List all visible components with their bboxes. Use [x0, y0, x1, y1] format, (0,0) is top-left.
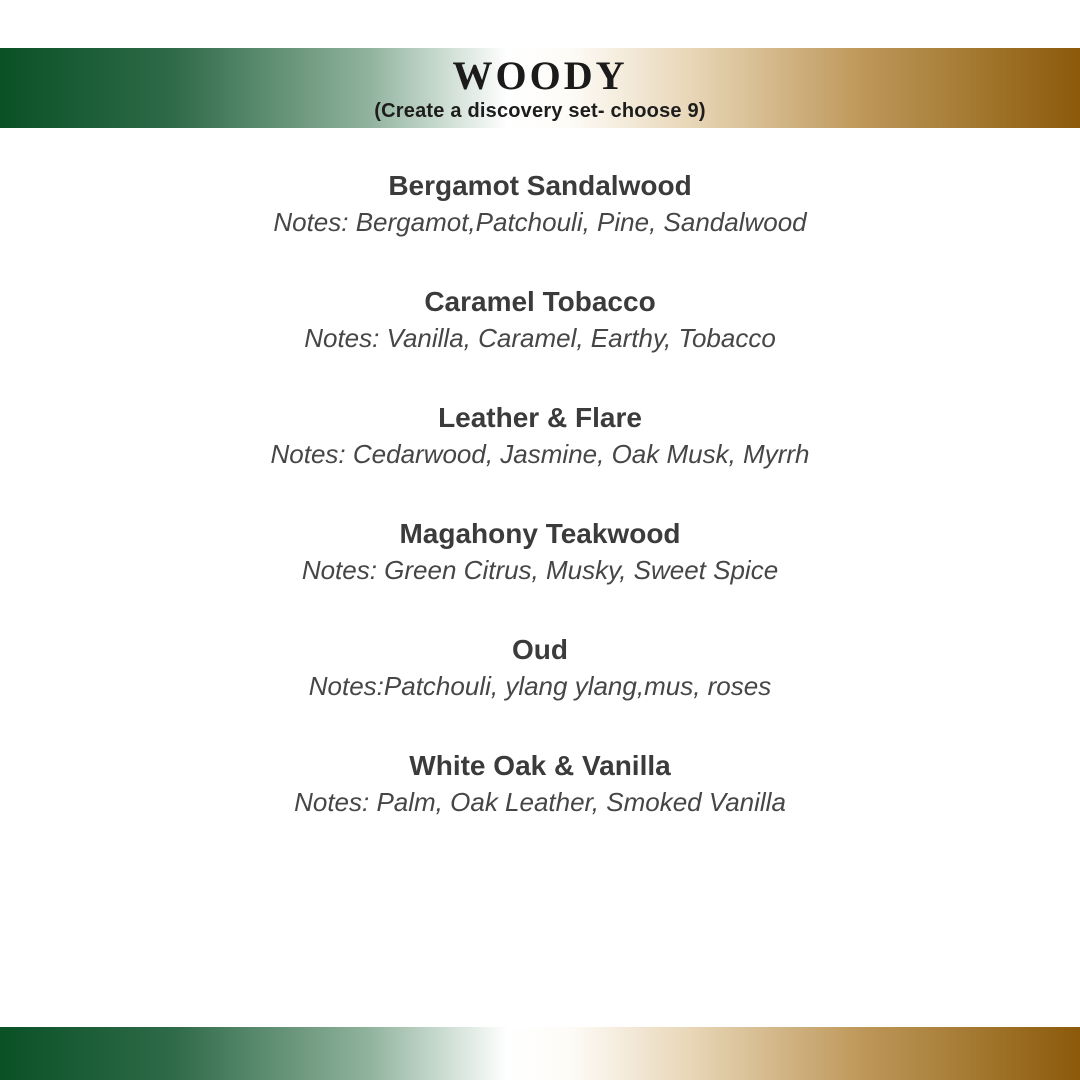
- fragrance-name: Bergamot Sandalwood: [388, 170, 692, 201]
- fragrance-list: [0, 168, 1080, 864]
- fragrance-name: Caramel Tobacco: [424, 286, 656, 317]
- fragrance-name: Magahony Teakwood: [399, 518, 681, 549]
- fragrance-notes: Notes: Vanilla, Caramel, Earthy, Tobacco: [304, 323, 776, 353]
- list-item: [0, 632, 1080, 704]
- fragrance-notes: Notes: Bergamot,Patchouli, Pine, Sandalwood: [273, 207, 807, 237]
- fragrance-notes: Notes: Palm, Oak Leather, Smoked Vanilla: [294, 787, 786, 817]
- fragrance-notes: Notes: Green Citrus, Musky, Sweet Spice: [301, 555, 779, 585]
- list-item: [0, 748, 1080, 820]
- fragrance-name: White Oak & Vanilla: [409, 750, 671, 781]
- fragrance-name: Leather & Flare: [438, 402, 642, 433]
- footer-banner: [0, 1027, 1080, 1080]
- header-banner: [0, 48, 1080, 128]
- fragrance-notes: Notes: Cedarwood, Jasmine, Oak Musk, Myrrh: [270, 439, 810, 469]
- page-subtitle: (Create a discovery set- choose 9): [374, 99, 706, 122]
- fragrance-notes: Notes:Patchouli, ylang ylang,mus, roses: [308, 671, 772, 701]
- list-item: [0, 516, 1080, 588]
- list-item: [0, 400, 1080, 472]
- fragrance-name: Oud: [512, 634, 568, 665]
- list-item: [0, 284, 1080, 356]
- list-item: [0, 168, 1080, 240]
- page-title: WOODY: [452, 52, 628, 98]
